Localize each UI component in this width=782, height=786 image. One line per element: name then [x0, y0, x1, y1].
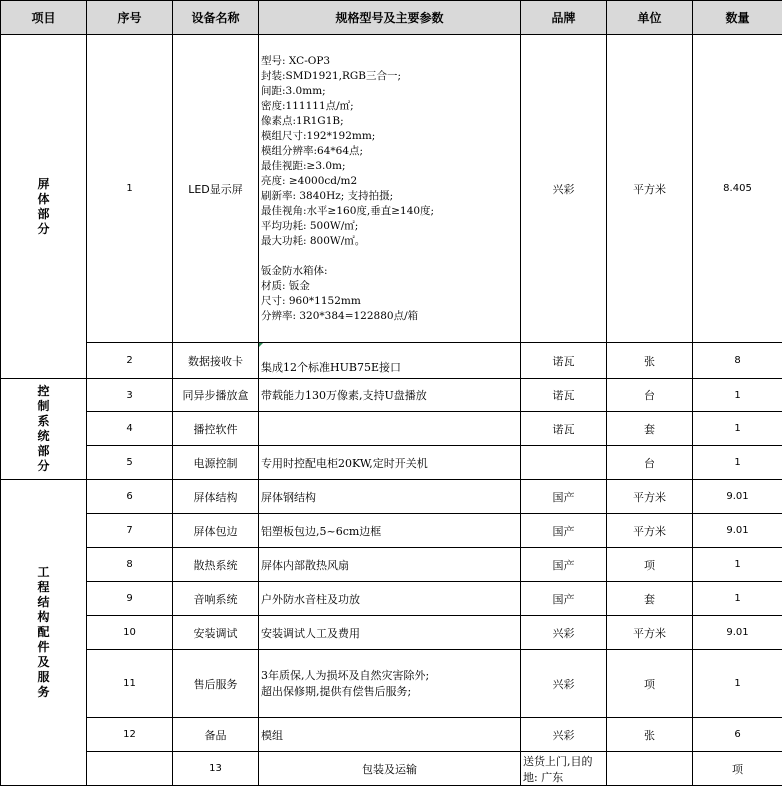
row-spec: 安装调试人工及费用	[259, 616, 521, 650]
row-unit: 项	[607, 650, 693, 718]
row-unit: 套	[607, 412, 693, 446]
row-unit: 平方米	[607, 35, 693, 343]
row-no: 10	[87, 616, 173, 650]
row-brand: 兴彩	[521, 650, 607, 718]
row-name: 安装调试	[173, 616, 259, 650]
row-spec: 铝塑板包边,5~6cm边框	[259, 514, 521, 548]
row-qty: 8.405	[693, 35, 782, 343]
row-no: 6	[87, 480, 173, 514]
row-name: 售后服务	[173, 650, 259, 718]
header-qty: 数量	[693, 1, 782, 35]
table-row	[1, 514, 782, 548]
row-unit: 台	[607, 446, 693, 480]
row-name: 同异步播放盒	[173, 379, 259, 412]
row-name: 散热系统	[173, 548, 259, 582]
row-unit: 项	[607, 548, 693, 582]
row-brand: 诺瓦	[521, 412, 607, 446]
row-spec: 送货上门,目的地: 广东	[521, 752, 607, 786]
cell-comment-marker	[259, 343, 263, 347]
header-unit: 单位	[607, 1, 693, 35]
table-row	[1, 650, 782, 718]
row-no: 9	[87, 582, 173, 616]
row-brand	[607, 752, 693, 786]
row-unit: 套	[607, 582, 693, 616]
row-unit: 张	[607, 718, 693, 752]
row-spec: 集成12个标准HUB75E接口	[259, 343, 521, 379]
row-no: 13	[173, 752, 259, 786]
table-row	[1, 446, 782, 480]
row-qty: 1	[693, 650, 782, 718]
table-row	[1, 616, 782, 650]
row-no: 11	[87, 650, 173, 718]
row-unit: 平方米	[607, 616, 693, 650]
category-engineering: 工程结构配件及服务	[1, 480, 87, 786]
row-qty: 9.01	[693, 514, 782, 548]
row-brand: 诺瓦	[521, 343, 607, 379]
row-brand: 国产	[521, 548, 607, 582]
header-spec: 规格型号及主要参数	[259, 1, 521, 35]
row-no: 1	[87, 35, 173, 343]
row-no: 2	[87, 343, 173, 379]
row-brand: 兴彩	[521, 616, 607, 650]
row-spec: 屏体钢结构	[259, 480, 521, 514]
row-no: 5	[87, 446, 173, 480]
header-category: 项目	[1, 1, 87, 35]
row-brand: 国产	[521, 514, 607, 548]
table-row	[1, 35, 782, 343]
table-row	[1, 582, 782, 616]
row-qty: 9.01	[693, 616, 782, 650]
table-row	[1, 480, 782, 514]
row-brand: 国产	[521, 480, 607, 514]
category-control: 控制系统部分	[1, 379, 87, 480]
row-name: 屏体结构	[173, 480, 259, 514]
row-no: 8	[87, 548, 173, 582]
row-unit: 张	[607, 343, 693, 379]
row-category-empty	[87, 752, 173, 786]
row-qty: 1	[693, 582, 782, 616]
table-row	[1, 379, 782, 412]
row-spec	[259, 412, 521, 446]
header-no: 序号	[87, 1, 173, 35]
table-row	[1, 718, 782, 752]
table-row	[1, 548, 782, 582]
header-brand: 品牌	[521, 1, 607, 35]
row-name: 数据接收卡	[173, 343, 259, 379]
table-row	[1, 752, 782, 786]
row-brand: 国产	[521, 582, 607, 616]
row-brand	[521, 446, 607, 480]
header-name: 设备名称	[173, 1, 259, 35]
row-spec: 型号: XC-OP3 封装:SMD1921,RGB三合一; 间距:3.0mm; 密度:111111点/㎡; 像素点:1R1G1B; 模组尺寸:192*192mm; 模组分辨率:64*64点; 最佳视距:≥3.0m; 亮度: ≥4000cd/m2 刷新率: 3840Hz; 支持拍摄; 最佳视角:水平≥160度,垂直≥140度; 平均功耗: 500W/㎡; 最大功耗: 800W/㎡。 钣金防水箱体: 材质: 钣金 尺寸: 960*1152mm 分辨率: 320*384=122880点/箱	[259, 35, 521, 343]
row-spec: 户外防水音柱及功放	[259, 582, 521, 616]
category-screen: 屏体部分	[1, 35, 87, 379]
row-no: 3	[87, 379, 173, 412]
row-brand: 兴彩	[521, 718, 607, 752]
row-qty: 1	[693, 412, 782, 446]
row-unit: 台	[607, 379, 693, 412]
row-name: 电源控制	[173, 446, 259, 480]
row-unit: 平方米	[607, 480, 693, 514]
row-qty: 9.01	[693, 480, 782, 514]
row-brand: 兴彩	[521, 35, 607, 343]
row-spec: 带载能力130万像素,支持U盘播放	[259, 379, 521, 412]
row-spec: 3年质保,人为损坏及自然灾害除外; 超出保修期,提供有偿售后服务;	[259, 650, 521, 718]
row-no: 12	[87, 718, 173, 752]
row-spec: 模组	[259, 718, 521, 752]
table-row	[1, 412, 782, 446]
row-name: 备品	[173, 718, 259, 752]
row-name: LED显示屏	[173, 35, 259, 343]
row-qty: 1	[693, 548, 782, 582]
row-unit: 项	[693, 752, 782, 786]
row-brand: 诺瓦	[521, 379, 607, 412]
row-name: 屏体包边	[173, 514, 259, 548]
row-name: 播控软件	[173, 412, 259, 446]
row-name: 包装及运输	[259, 752, 521, 786]
row-qty: 8	[693, 343, 782, 379]
table-row	[1, 343, 782, 379]
row-no: 4	[87, 412, 173, 446]
row-name: 音响系统	[173, 582, 259, 616]
row-spec: 专用时控配电柜20KW,定时开关机	[259, 446, 521, 480]
header-row	[1, 1, 782, 35]
row-unit: 平方米	[607, 514, 693, 548]
row-spec: 屏体内部散热风扇	[259, 548, 521, 582]
row-qty: 1	[693, 379, 782, 412]
row-qty: 6	[693, 718, 782, 752]
row-no: 7	[87, 514, 173, 548]
row-qty: 1	[693, 446, 782, 480]
